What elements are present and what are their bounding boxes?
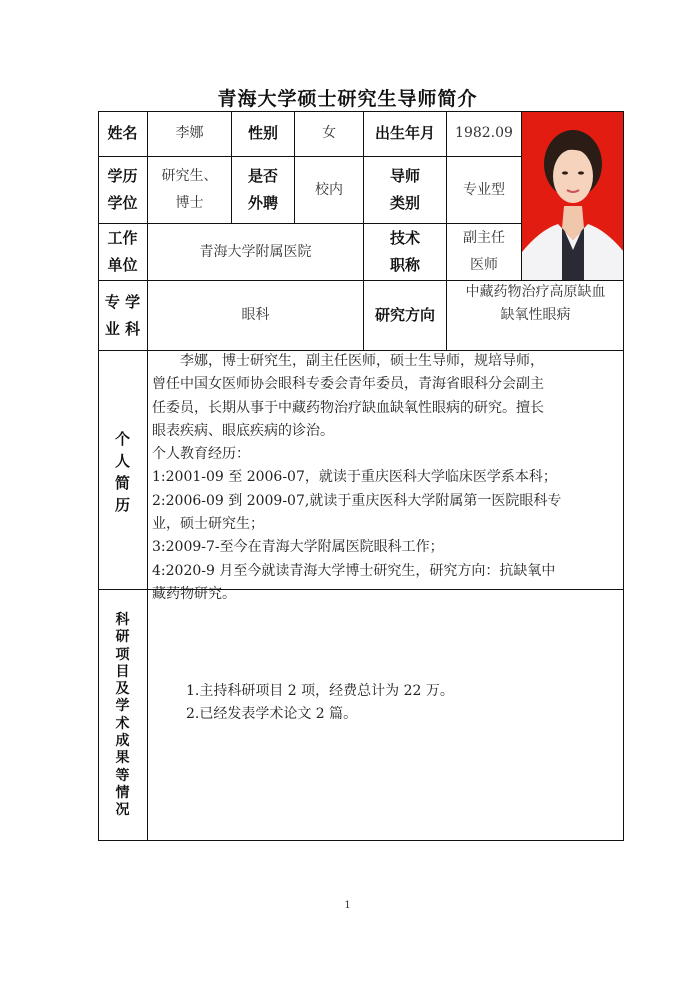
research-label-char: 研	[115, 629, 130, 646]
research-label-char: 成	[115, 733, 130, 750]
bio-line: 1:2001-09 至 2006-07，就读于重庆医科大学临床医学系本科；	[152, 469, 557, 486]
name-value: 李娜	[147, 111, 231, 156]
external-label-line2: 外聘	[247, 194, 278, 212]
work-unit-label	[98, 223, 147, 280]
work-unit-label-line2: 单位	[107, 256, 138, 274]
bio-line: 2:2006-09 到 2009-07,就读于重庆医科大学附属第一医院眼科专	[152, 492, 562, 509]
education-value	[147, 156, 231, 223]
research-label-char: 等	[115, 767, 130, 784]
research-label-char: 目	[115, 663, 130, 680]
bio-label-char: 个	[114, 430, 130, 448]
bio-line: 李娜，博士研究生，副主任医师，硕士生导师，规培导师，	[152, 353, 544, 369]
bio-label	[98, 428, 147, 516]
gender-value: 女	[294, 111, 363, 156]
mentor-type-label-line1: 导师	[389, 167, 420, 185]
education-label-line1: 学历	[107, 167, 138, 185]
research-direction-line2: 缺氧性眼病	[500, 307, 571, 323]
bio-line: 藏药物研究。	[152, 585, 236, 602]
page-number: 1	[344, 900, 351, 911]
job-title-label-line2: 职称	[389, 256, 420, 274]
bio-line: 个人教育经历：	[152, 446, 250, 463]
research-label-char: 况	[115, 802, 130, 819]
external-label-line1: 是否	[247, 167, 278, 185]
gender-label: 性别	[231, 111, 294, 156]
document-title: 青海大学硕士研究生导师简介	[217, 88, 478, 110]
research-label-char: 情	[115, 784, 130, 801]
bio-label-char: 简	[114, 474, 130, 492]
mentor-type-label	[363, 156, 446, 223]
bio-line: 业，硕士研究生；	[152, 516, 264, 533]
research-text	[186, 680, 454, 726]
research-direction-value	[446, 280, 624, 350]
major-value: 眼科	[147, 280, 363, 350]
major-label-line1: 专 学	[104, 292, 141, 311]
education-value-line2: 博士	[175, 195, 204, 211]
bio-label-char: 历	[114, 496, 130, 514]
major-label-line2: 业 科	[104, 319, 141, 338]
education-label	[98, 156, 147, 223]
bio-label-char: 人	[114, 452, 130, 470]
research-label-char: 及	[115, 681, 130, 698]
major-label	[98, 280, 147, 350]
birth-label: 出生年月	[363, 111, 446, 156]
bio-line: 3:2009-7-至今在青海大学附属医院眼科工作；	[152, 539, 444, 556]
portrait-photo	[521, 112, 623, 280]
research-direction-label: 研究方向	[363, 280, 446, 350]
work-unit-label-line1: 工作	[107, 229, 138, 247]
portrait-illustration	[522, 112, 623, 280]
birth-value: 1982.09	[446, 111, 521, 156]
research-item: 1.主持科研项目 2 项，经费总计为 22 万。	[186, 683, 454, 699]
research-label-char: 科	[115, 612, 130, 628]
research-label-char: 术	[115, 715, 130, 732]
job-title-value-line2: 医师	[470, 257, 498, 273]
external-label	[231, 156, 294, 223]
job-title-label-line1: 技术	[389, 229, 420, 247]
research-label	[98, 612, 147, 820]
bio-line: 4:2020-9 月至今就读青海大学博士研究生，研究方向：抗缺氧中	[152, 562, 556, 579]
mentor-type-value: 专业型	[446, 156, 521, 223]
bio-line: 任委员，长期从事于中藏药物治疗缺血缺氧性眼病的研究。擅长	[152, 399, 544, 416]
research-item: 2.已经发表学术论文 2 篇。	[186, 706, 358, 722]
external-value: 校内	[294, 156, 363, 223]
work-unit-value: 青海大学附属医院	[147, 223, 363, 280]
research-label-char: 项	[115, 646, 130, 663]
job-title-label	[363, 223, 446, 280]
job-title-value	[446, 223, 521, 280]
bio-text	[152, 350, 618, 606]
bio-line: 眼表疾病、眼底疾病的诊治。	[152, 422, 334, 439]
job-title-value-line1: 副主任	[463, 230, 505, 246]
education-value-line1: 研究生、	[161, 168, 218, 184]
bio-line: 曾任中国女医师协会眼科专委会青年委员，青海省眼科分会副主	[152, 376, 544, 393]
research-label-char: 果	[115, 750, 130, 767]
mentor-type-label-line2: 类别	[389, 194, 420, 212]
research-direction-line1: 中藏药物治疗高原缺血	[465, 284, 606, 300]
research-label-char: 学	[115, 698, 130, 715]
education-label-line2: 学位	[107, 194, 138, 212]
name-label: 姓名	[107, 124, 138, 142]
